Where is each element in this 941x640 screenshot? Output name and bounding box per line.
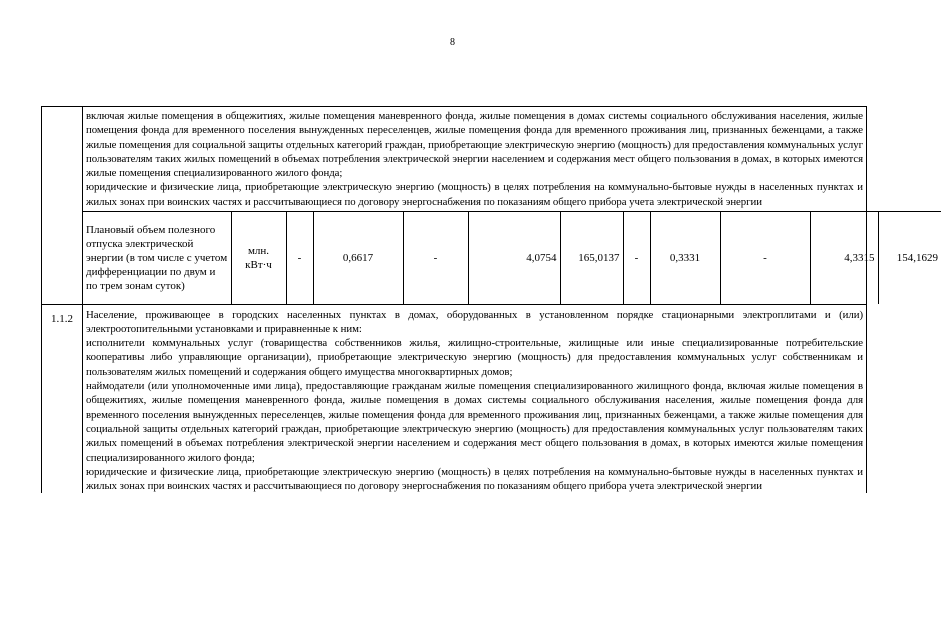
value-cell: 4,3315 xyxy=(810,212,878,304)
paragraph: Население, проживающее в городских населенных пунктах в домах, оборудованных в установленном порядке стационарными электроплитами и (или) электроотопительными установками и приравненные к ним: xyxy=(86,308,863,335)
value-cell: 0,6617 xyxy=(313,212,403,304)
paragraph: включая жилые помещения в общежитиях, жилые помещения маневренного фонда, жилые помещения в домах системы социального обслуживания населения, жилые помещения фонда для временного поселения вынужденных переселенцев, жилые помещения фонда для временного проживания лиц, признанных беженцами, а также жилые помещения для социальной защиты отдельных категорий граждан, приобретающие электрическую энергию (мощность) для предоставления коммунальных услуг пользователям таких жилых помещений в объемах потребления электрической энергии населением и содержания мест общего пользования в домах, в которых имеются жилые помещения специализированного жилого фонда; xyxy=(86,110,863,180)
row-number-cell: 1.1.2 xyxy=(42,304,83,493)
value-cell: 4,0754 xyxy=(468,212,560,304)
row-number-cell xyxy=(42,107,83,305)
page-number: 8 xyxy=(450,37,455,48)
value-cell: 165,0137 xyxy=(560,212,623,304)
indicator-label: Плановый объем полезного отпуска электрической энергии (в том числе с учетом дифференциации по двум и по трем зонам суток) xyxy=(83,212,231,304)
paragraph: наймодатели (или уполномоченные ими лица), предоставляющие гражданам жилые помещения специализированного жилищного фонда, включая жилые помещения в общежитиях, жилые помещения маневренного фонда, жилые помещения в домах системы социального обслуживания населения, жилые помещения фонда для временного поселения вынужденных переселенцев, жилые помещения фонда для временного проживания лиц, признанных беженцами, а также жилые помещения для социальной защиты отдельных категорий граждан, приобретающие электрическую энергию (мощность) для предоставления коммунальных услуг пользователям таких жилых помещений в объемах потребления электрической энергии населением и содержания мест общего пользования в домах, в которых имеются жилые помещения специализированного жилого фонда; xyxy=(86,380,863,464)
volume-data-table xyxy=(83,211,941,304)
row-content-cell xyxy=(83,304,867,493)
paragraph: юридические и физические лица, приобретающие электрическую энергию (мощность) в целях потребления на коммунально-бытовые нужды в населенных пунктах и жилых зонах при воинских частях и рассчитывающиеся по договору энергоснабжения по показаниям общего прибора учета электрической энергии xyxy=(86,181,863,208)
unit-cell: млн. кВт·ч xyxy=(231,212,286,304)
value-cell: - xyxy=(286,212,313,304)
data-row xyxy=(83,212,941,304)
paragraph: юридические и физические лица, приобретающие электрическую энергию (мощность) в целях потребления на коммунально-бытовые нужды в населенных пунктах и жилых зонах при воинских частях и рассчитывающиеся по договору энергоснабжения по показаниям общего прибора учета электрической энергии xyxy=(86,465,863,493)
value-cell: 0,3331 xyxy=(650,212,720,304)
value-cell: - xyxy=(403,212,468,304)
tariff-table xyxy=(41,106,938,493)
value-cell: 154,1629 xyxy=(878,212,941,304)
value-cell: - xyxy=(623,212,650,304)
row-content-cell xyxy=(83,107,938,305)
value-cell: - xyxy=(720,212,810,304)
table-row xyxy=(42,107,867,305)
paragraph: исполнители коммунальных услуг (товарищества собственников жилья, жилищно-строительные, жилищные или иные специализированные потребительские кооперативы либо управляющие организации), приобретающие электрическую энергию (мощность) для предоставления коммунальных услуг собственникам и пользователям жилых помещений и содержания общего имущества многоквартирных домов; xyxy=(86,337,863,378)
table-row xyxy=(42,304,867,493)
